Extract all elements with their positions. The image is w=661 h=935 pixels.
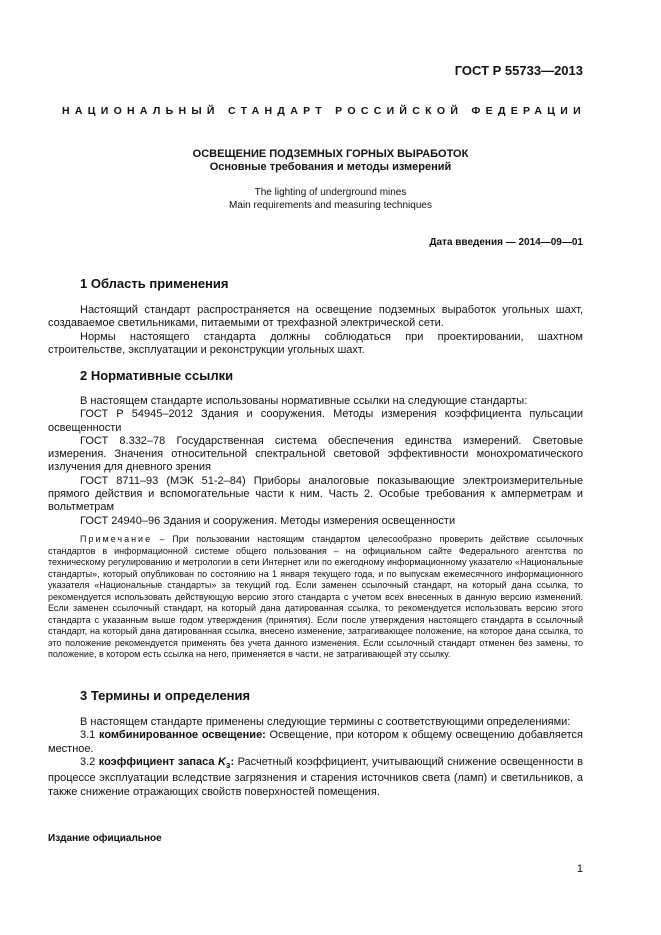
title-ru: ОСВЕЩЕНИЕ ПОДЗЕМНЫХ ГОРНЫХ ВЫРАБОТОК — [192, 148, 469, 160]
reference-item: ГОСТ 24940–96 Здания и сооружения. Методы измерения освещенности — [80, 514, 456, 527]
reference-item: ГОСТ 8.332–78 Государственная система обеспечения единства измерений. Световые измерения. Значения относительной спектральной световой эффективности монохроматического излучения для дневного зрения — [48, 434, 583, 474]
footer-official-edition: Издание официальное — [48, 833, 162, 844]
paragraph: В настоящем стандарте применены следующие термины с соответствующими определениями: — [80, 716, 571, 728]
term-entry — [48, 756, 583, 799]
reference-item: ГОСТ Р 54945–2012 Здания и сооружения. Методы измерения коэффициента пульсации освещенности — [48, 408, 583, 434]
doc-number: ГОСТ Р 55733—2013 — [454, 63, 583, 78]
term-symbol: K — [217, 755, 226, 768]
standard-title: НАЦИОНАЛЬНЫЙ СТАНДАРТ РОССИЙСКОЙ ФЕДЕРАЦИИ — [62, 105, 586, 117]
paragraph: В настоящем стандарте использованы нормативные ссылки на следующие стандарты: — [80, 395, 528, 407]
section-1-heading: 1 Область применения — [80, 276, 229, 291]
section-3-body — [48, 716, 583, 799]
term-definition: Расчетный коэффициент, учитывающий снижение освещенности в процессе эксплуатации вследствие загрязнения и старения источников света (ламп) и светильников, а также снижение отражающих свойств поверхностей помещения. — [48, 755, 583, 798]
term-number: 3.1 — [80, 729, 99, 742]
term-name: комбинированное освещение: — [98, 729, 266, 742]
term-name: коэффициент запаса — [98, 755, 218, 768]
term-symbol-subscript: з — [225, 760, 231, 771]
term-colon: : — [230, 755, 235, 768]
note-block — [48, 534, 583, 661]
term-number: 3.2 — [80, 755, 99, 768]
page-number: 1 — [576, 863, 583, 875]
term-definition: Освещение, при котором к общему освещению добавляется местное. — [48, 729, 583, 755]
section-2-body — [48, 395, 583, 528]
term-entry — [48, 729, 583, 756]
subtitle-en: Main requirements and measuring techniques — [229, 200, 432, 211]
intro-date: Дата введения — 2014—09—01 — [429, 237, 583, 248]
reference-item: ГОСТ 8711–93 (МЭК 51-2–84) Приборы аналоговые показывающие электроизмерительные прямого действия и вспомогательные части к ним. Часть 2. Особые требования к амперметрам и вольтметрам — [48, 474, 583, 514]
title-en: The lighting of underground mines — [254, 187, 407, 198]
paragraph: Нормы настоящего стандарта должны соблюдаться при проектировании, шахтном строительстве, эксплуатации и реконструкции угольных шахт. — [48, 330, 583, 356]
section-3-heading: 3 Термины и определения — [80, 688, 251, 703]
section-1-body — [48, 304, 583, 357]
section-2-heading: 2 Нормативные ссылки — [80, 368, 234, 383]
note-label: Примечание — [80, 534, 153, 544]
note-text: – При пользовании настоящим стандартом целесообразно проверить действие ссылочных стандартов в информационной системе общего пользования – на официальном сайте Федерального агентства по техническому регулированию и метрологии в сети Интернет или по ежегодному информационному указателю «Национальные стандарты», который опубликован по состоянию на 1 января текущего года, и по выпускам ежемесячного информационного указателя «Национальные стандарты» за текущий год. Если заменен ссылочный стандарт, на который дана ссылка, то рекомендуется использовать действующую версию этого стандарта с учетом всех внесенных в данную версию изменений. Если заменен ссылочный стандарт, на который дана датированная ссылка, то рекомендуется использовать версию этого стандарта с указанным выше годом утверждения (принятия). Если после утверждения настоящего стандарта в ссылочный стандарт, на который дана датированная ссылка, внесено изменение, затрагивающее положение, на которое дана ссылка, то это положение рекомендуется применять без учета данного изменения. Если ссылочный стандарт отменен без замены, то положение, в котором есть ссылка на него, применяется в части, не затрагивающей эту ссылку. — [48, 534, 583, 659]
paragraph: Настоящий стандарт распространяется на освещение подземных выработок угольных шахт, создаваемое светильниками, питаемыми от трехфазной электрической сети. — [48, 304, 583, 330]
subtitle-ru: Основные требования и методы измерений — [209, 161, 452, 173]
